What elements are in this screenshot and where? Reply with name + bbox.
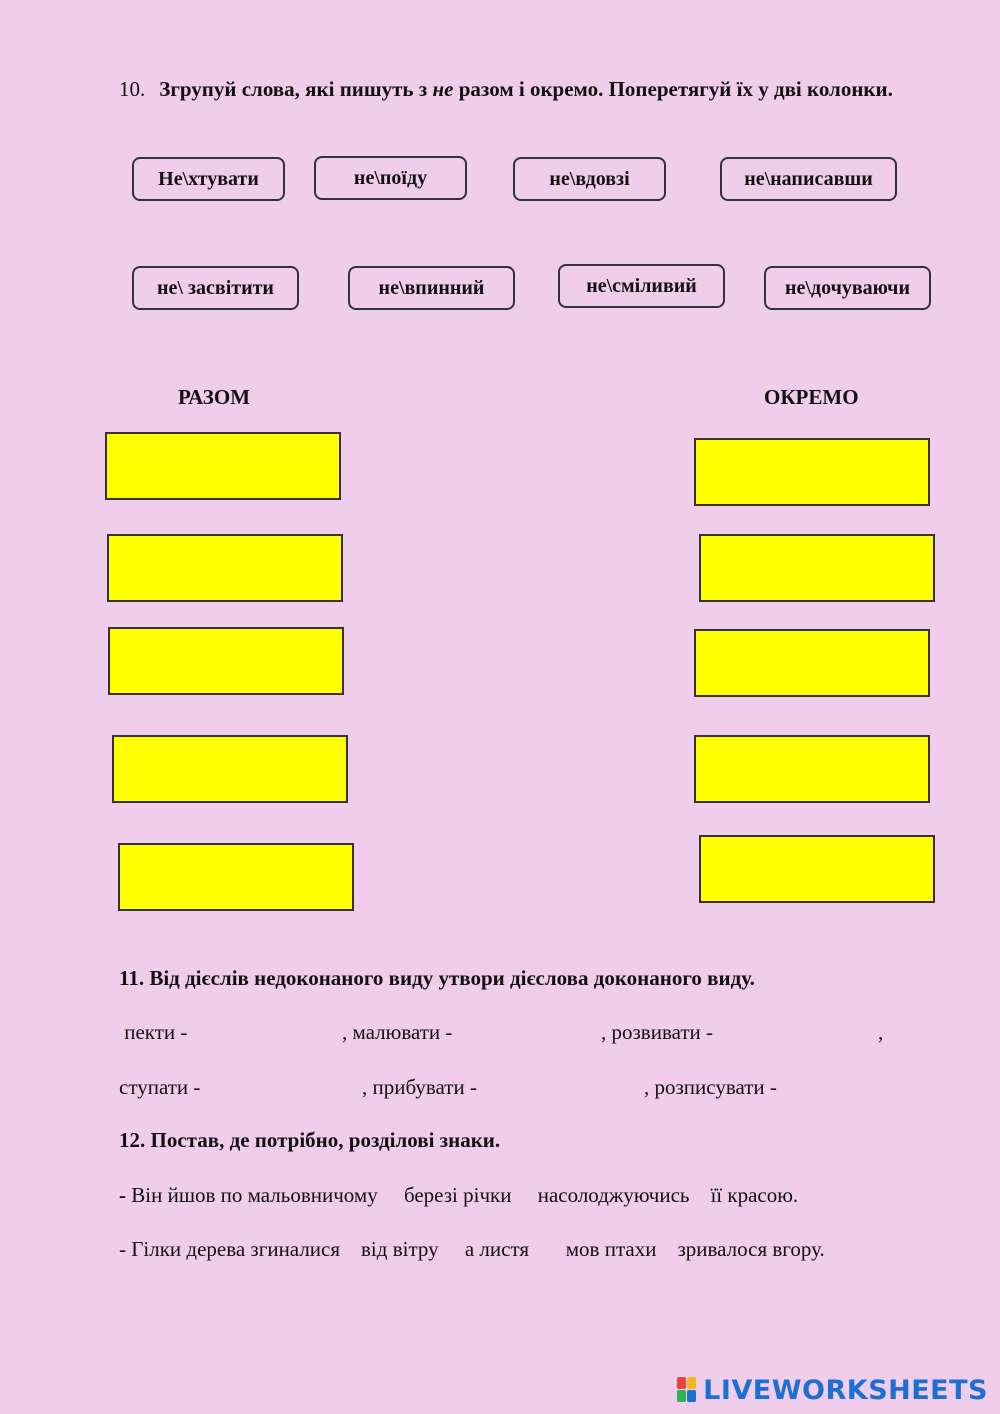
column-heading-together: РАЗОМ	[178, 385, 251, 409]
task10-number: 10.	[119, 77, 146, 101]
task11-word-pekty: пекти -	[119, 1020, 188, 1044]
word-chip-1[interactable]: Не\хтувати	[132, 157, 285, 201]
drop-zone-together-5[interactable]	[118, 843, 354, 911]
task10-text-part1: Згрупуй слова, які пишуть з	[159, 77, 428, 101]
column-heading-separately: ОКРЕМО	[764, 385, 859, 409]
drop-zone-separately-1[interactable]	[694, 438, 930, 506]
drop-zone-together-3[interactable]	[108, 627, 344, 695]
liveworksheets-logo-icon	[677, 1377, 697, 1403]
word-chip-5[interactable]: не\ засвітити	[132, 266, 299, 310]
task11-word-stupaty: ступати -	[119, 1075, 201, 1099]
task10-text-italic: не	[432, 77, 454, 101]
drop-zone-together-4[interactable]	[112, 735, 348, 803]
drop-zone-separately-4[interactable]	[694, 735, 930, 803]
task10-instruction	[119, 68, 929, 110]
task12-sentence1-dash: -	[119, 1183, 126, 1207]
task11-word-maliuvaty: , малювати -	[342, 1020, 453, 1044]
task11-word-prybuvaty: , прибувати -	[362, 1075, 477, 1099]
drop-zone-together-1[interactable]	[105, 432, 341, 500]
liveworksheets-logo	[677, 1372, 988, 1408]
word-chip-6[interactable]: не\впинний	[348, 266, 515, 310]
word-chip-4[interactable]: не\написавши	[720, 157, 897, 201]
task10-text-part2: разом і окремо. Поперетягуй їх у дві колонки.	[458, 77, 893, 101]
task12-sentence-1	[119, 1183, 798, 1208]
word-chip-2[interactable]: не\поїду	[314, 156, 467, 200]
task12-sentence1-text: Він йшов по мальовничому березі річки насолоджуючись її красою.	[126, 1183, 799, 1207]
drop-zone-separately-3[interactable]	[694, 629, 930, 697]
word-chip-8[interactable]: не\дочуваючи	[764, 266, 931, 310]
word-chip-3[interactable]: не\вдовзі	[513, 157, 666, 201]
drop-zone-together-2[interactable]	[107, 534, 343, 602]
task11-comma: ,	[878, 1020, 884, 1044]
task12-sentence-2: - Гілки дерева згиналися від вітру а листя мов птахи зривалося вгору.	[119, 1237, 825, 1261]
task11-title: 11. Від дієслів недоконаного виду утвори дієслова доконаного виду.	[119, 966, 755, 990]
drop-zone-separately-2[interactable]	[699, 534, 935, 602]
task11-word-rozvyvaty: , розвивати -	[601, 1020, 714, 1044]
task11-word-rozpysuvaty: , розписувати -	[644, 1075, 777, 1099]
liveworksheets-logo-text: LIVEWORKSHEETS	[703, 1374, 988, 1406]
drop-zone-separately-5[interactable]	[699, 835, 935, 903]
word-chip-7[interactable]: не\сміливий	[558, 264, 725, 308]
task12-title: 12. Постав, де потрібно, розділові знаки.	[119, 1128, 501, 1152]
